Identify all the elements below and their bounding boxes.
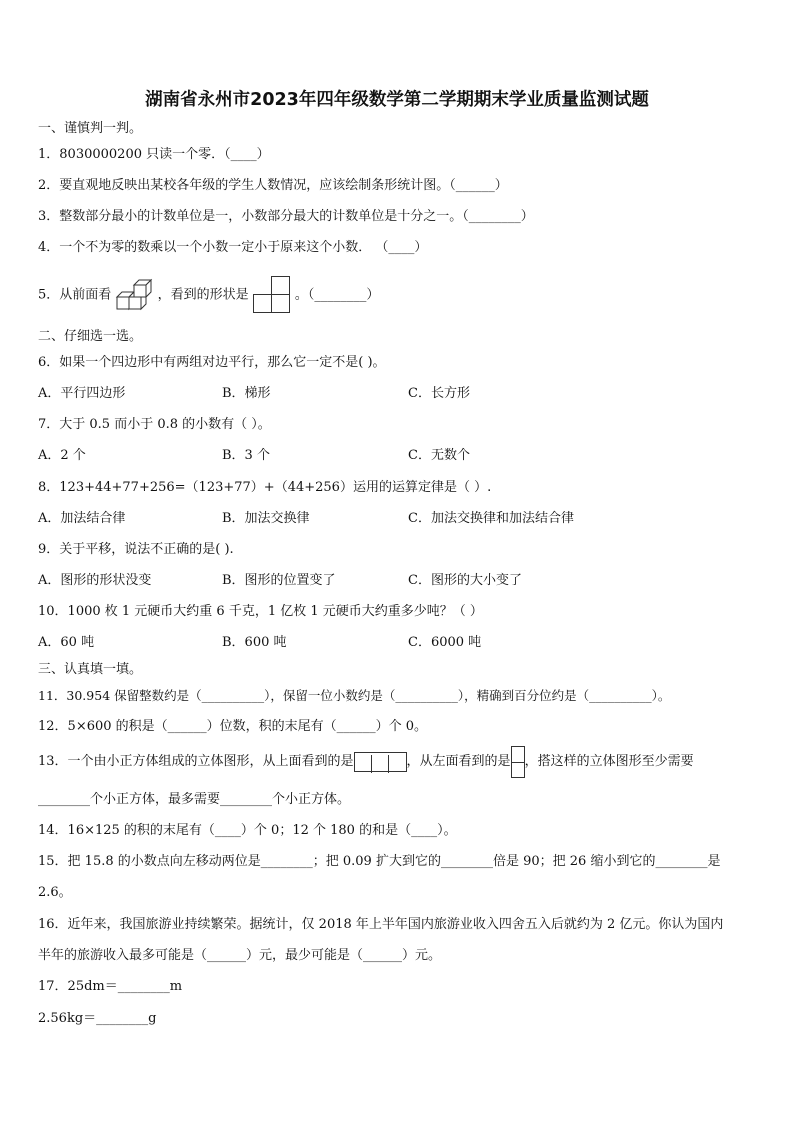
question-13-text-a: 13．一个由小正方体组成的立体图形，从上面看到的是	[38, 754, 354, 769]
question-10-option-b: B．600 吨	[222, 635, 287, 650]
question-5-text-a: 5．从前面看	[38, 287, 112, 303]
question-5	[38, 276, 379, 314]
question-6: 6．如果一个四边形中有两组对边平行，那么它一定不是( )。	[38, 355, 386, 370]
question-7: 7．大于 0.5 而小于 0.8 的小数有（ ）。	[38, 417, 271, 432]
question-2: 2．要直观地反映出某校各年级的学生人数情况，应该绘制条形统计图。（______）	[38, 178, 508, 193]
question-15: 15．把 15.8 的小数点向左移动两位是________；把 0.09 扩大到它的________倍是 90；把 26 缩小到它的________是	[38, 854, 721, 869]
question-9-option-c: C．图形的大小变了	[408, 573, 522, 588]
page-title: 湖南省永州市2023年四年级数学第二学期期末学业质量监测试题	[145, 90, 649, 110]
section-3-heading: 三、认真填一填。	[38, 662, 143, 677]
top-view-figure	[354, 752, 407, 772]
question-16-continued: 半年的旅游收入最多可能是（______）元，最少可能是（______）元。	[38, 948, 442, 963]
question-13	[38, 745, 694, 779]
question-8-option-c: C．加法交换律和加法结合律	[408, 511, 574, 526]
question-12: 12．5×600 的积是（______）位数，积的末尾有（______）个 0。	[38, 719, 428, 734]
left-view-figure	[511, 746, 525, 778]
question-13-text-c: ，搭这样的立体图形至少需要	[524, 754, 694, 769]
section-2-heading: 二、仔细选一选。	[38, 329, 143, 344]
question-1: 1．8030000200 只读一个零．（____）	[38, 147, 270, 162]
question-8: 8．123+44+77+256=（123+77）+（44+256）运用的运算定律是（ ）.	[38, 480, 492, 495]
question-4: 4．一个不为零的数乘以一个小数一定小于原来这个小数． （____）	[38, 240, 428, 255]
question-10-option-a: A．60 吨	[38, 635, 95, 650]
question-9-option-a: A．图形的形状没变	[38, 573, 152, 588]
question-17: 17．25dm＝________m	[38, 979, 183, 994]
question-10: 10．1000 枚 1 元硬币大约重 6 千克，1 亿枚 1 元硬币大约重多少吨？（ ）	[38, 604, 483, 619]
question-9: 9．关于平移，说法不正确的是( ).	[38, 542, 234, 557]
question-15-continued: 2.6。	[38, 885, 72, 900]
question-16: 16．近年来，我国旅游业持续繁荣。据统计，仅 2018 年上半年国内旅游业收入四舍五入后就约为 2 亿元。你认为国内	[38, 917, 724, 932]
question-11: 11．30.954 保留整数约是（__________），保留一位小数约是（__________），精确到百分位约是（__________）。	[38, 688, 671, 703]
question-8-option-a: A．加法结合律	[38, 511, 126, 526]
question-8-option-b: B．加法交换律	[222, 511, 310, 526]
question-5-text-b: ，看到的形状是	[157, 287, 249, 303]
question-6-option-a: A．平行四边形	[38, 386, 126, 401]
question-7-option-c: C．无数个	[408, 448, 470, 463]
question-6-option-c: C．长方形	[408, 386, 470, 401]
question-9-option-b: B．图形的位置变了	[222, 573, 336, 588]
front-view-figure	[253, 276, 291, 314]
question-10-option-c: C．6000 吨	[408, 635, 482, 650]
cube-stack-figure	[115, 277, 153, 313]
question-13-text-b: ，从左面看到的是	[406, 754, 511, 769]
question-5-text-c: 。（________）	[294, 287, 380, 303]
question-17-part-2: 2.56kg＝________g	[38, 1011, 157, 1026]
question-6-option-b: B．梯形	[222, 386, 271, 401]
question-14: 14．16×125 的积的末尾有（____）个 0；12 个 180 的和是（____）。	[38, 823, 457, 838]
question-13-continued: ________个小正方体，最多需要________个小正方体。	[38, 792, 351, 807]
question-3: 3．整数部分最小的计数单位是一，小数部分最大的计数单位是十分之一。（________）	[38, 209, 534, 224]
question-7-option-a: A．2 个	[38, 448, 86, 463]
section-1-heading: 一、谨慎判一判。	[38, 121, 143, 136]
question-7-option-b: B．3 个	[222, 448, 270, 463]
